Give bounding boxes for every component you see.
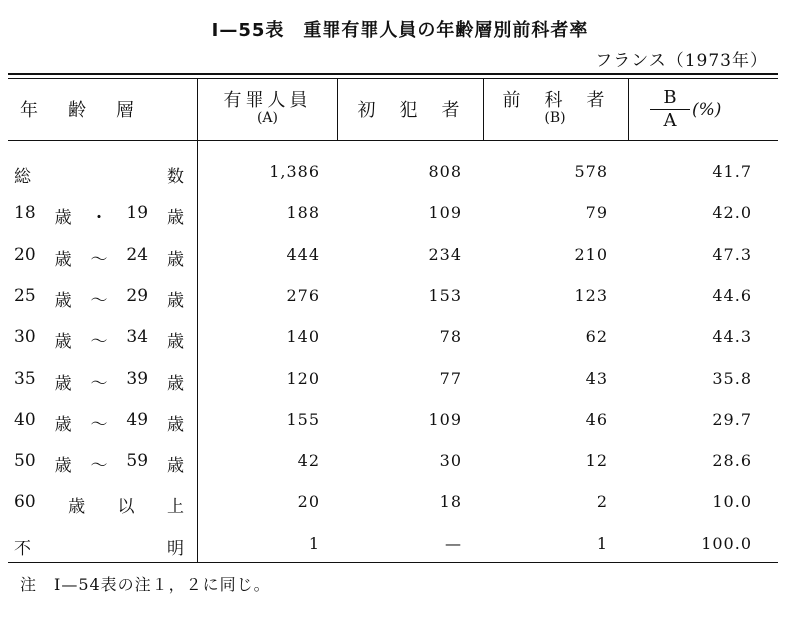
age-group-part: ～ [90,291,108,311]
cell-convicted: 20 [297,492,320,511]
cell-prior: 2 [596,492,608,511]
age-group-part: 50 [14,451,36,471]
cell-ratio: 100.0 [701,534,752,553]
ratio-fraction [650,88,690,131]
age-group-part: 歳 [166,208,184,228]
cell-ratio: 44.3 [712,327,752,346]
age-group-part: 29 [126,286,149,306]
age-group-part: 59 [126,451,149,471]
age-group-part: ～ [90,332,108,352]
table-title: I—55表 重罪有罪人員の年齢層別前科者率 [211,20,589,41]
cell-convicted: 42 [297,451,320,470]
age-group-part: 60 [14,492,36,512]
age-group-cell [14,286,184,311]
cell-first: 109 [428,203,462,222]
age-group-part: 39 [126,369,149,389]
table-note: 注 I—54表の注１，２に同じ。 [20,575,271,594]
cell-prior: 123 [574,286,608,305]
cell-convicted: 276 [286,286,320,305]
ratio-denominator: A [663,110,677,131]
cell-first: 18 [439,492,462,511]
age-group-part: 明 [167,539,184,559]
cell-first: 30 [439,451,462,470]
cell-ratio: 29.7 [712,410,752,429]
cell-convicted: 1 [308,534,320,553]
age-group-cell [14,492,184,517]
cell-prior: 79 [585,203,608,222]
header-first-offender-label: 初 犯 者 [357,100,463,121]
header-prior-label: 前 科 者 [502,90,608,111]
cell-ratio: 44.6 [712,286,752,305]
header-first-offender [345,96,475,144]
header-ratio [650,88,760,136]
header-age [20,96,180,144]
cell-convicted: 1,386 [269,162,320,181]
header-convicted-sub: (A) [256,110,279,126]
age-group-cell [14,162,184,187]
age-group-cell [14,369,184,394]
age-group-part: 19 [126,203,149,223]
age-group-part: 歳 [54,250,72,270]
col-divider-3 [483,78,484,140]
age-group-part: 歳 [166,374,184,394]
header-prior [490,86,620,134]
age-group-part: 25 [14,286,36,306]
age-group-part: ・ [90,208,108,228]
cell-ratio: 42.0 [712,203,752,222]
age-group-part: ～ [90,250,108,270]
age-group-part: 歳 [68,497,86,517]
age-group-part: 30 [14,327,36,347]
age-group-part: 40 [14,410,36,430]
age-group-part: 歳 [166,415,184,435]
age-group-part: 49 [126,410,149,430]
col-divider-2 [337,78,338,140]
age-group-part: ～ [90,415,108,435]
cell-first: 78 [439,327,462,346]
age-group-part: 歳 [54,456,72,476]
age-group-part: 以 [117,497,135,517]
age-group-part: 歳 [54,374,72,394]
bottom-rule [8,562,778,563]
age-group-part: 歳 [166,250,184,270]
age-group-part: 歳 [54,208,72,228]
top-rule-thick [8,73,778,75]
cell-convicted: 188 [286,203,320,222]
age-group-part: 24 [126,245,149,265]
age-group-part: 18 [14,203,36,223]
cell-convicted: 120 [286,369,320,388]
age-group-part: 歳 [54,291,72,311]
age-group-part: 歳 [166,332,184,352]
age-group-cell [14,410,184,435]
ratio-unit: (%) [692,99,722,120]
table-subtitle: フランス（1973年） [595,51,768,71]
cell-ratio: 35.8 [712,369,752,388]
age-group-part: ～ [90,456,108,476]
age-group-cell [14,534,184,559]
age-group-part: ～ [90,374,108,394]
cell-convicted: 155 [286,410,320,429]
cell-first: 808 [428,162,462,181]
age-group-part: 歳 [54,415,72,435]
cell-first: 109 [428,410,462,429]
cell-first: 77 [439,369,462,388]
age-group-part: 34 [126,327,149,347]
cell-prior: 62 [585,327,608,346]
cell-prior: 578 [574,162,608,181]
age-group-cell [14,203,184,228]
age-group-part: 総 [14,167,31,187]
age-group-part: 歳 [166,291,184,311]
cell-first: 153 [428,286,462,305]
cell-ratio: 41.7 [712,162,752,181]
cell-prior: 12 [585,451,608,470]
cell-prior: 210 [574,245,608,264]
cell-ratio: 47.3 [712,245,752,264]
age-group-part: 歳 [166,456,184,476]
cell-ratio: 28.6 [712,451,752,470]
ratio-numerator: B [663,87,677,108]
age-group-part: 歳 [54,332,72,352]
cell-ratio: 10.0 [712,492,752,511]
cell-convicted: 140 [286,327,320,346]
top-rule-thin [8,78,778,79]
age-group-part: 不 [14,539,31,559]
col-divider-4 [628,78,629,140]
header-convicted [205,86,330,134]
cell-first: 234 [428,245,462,264]
cell-prior: 43 [585,369,608,388]
header-age-label: 年 齢 層 [20,100,140,121]
cell-prior: 46 [585,410,608,429]
header-convicted-label: 有罪人員 [223,90,312,111]
cell-convicted: 444 [286,245,320,264]
age-group-cell [14,327,184,352]
col-divider-1 [197,78,198,562]
age-group-cell [14,245,184,270]
age-group-cell [14,451,184,476]
age-group-part: 35 [14,369,36,389]
cell-first: — [445,534,462,553]
age-group-part: 20 [14,245,36,265]
header-prior-sub: (B) [544,110,566,126]
age-group-part: 上 [167,497,184,517]
age-group-part: 数 [167,167,184,187]
cell-prior: 1 [596,534,608,553]
